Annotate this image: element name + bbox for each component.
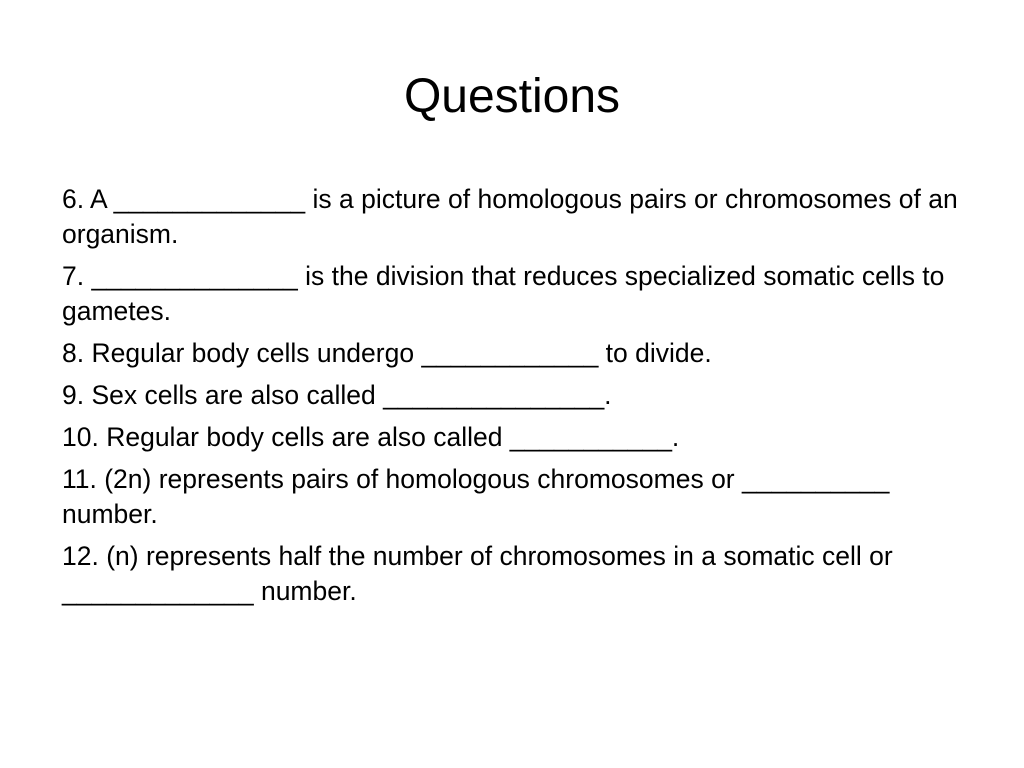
question-9: 9. Sex cells are also called _______________. <box>62 380 612 410</box>
question-8: 8. Regular body cells undergo ____________ to divide. <box>62 338 712 368</box>
question-10: 10. Regular body cells are also called ___________. <box>62 422 680 452</box>
question-7: 7. ______________ is the division that reduces specialized somatic cells to gametes. <box>62 261 945 326</box>
question-12: 12. (n) represents half the number of chromosomes in a somatic cell or _____________ number. <box>62 541 893 606</box>
question-6: 6. A _____________ is a picture of homologous pairs or chromosomes of an organism. <box>62 184 958 249</box>
question-list <box>62 182 962 616</box>
slide-title: Questions <box>403 70 621 123</box>
question-11: 11. (2n) represents pairs of homologous chromosomes or __________ number. <box>62 464 890 529</box>
